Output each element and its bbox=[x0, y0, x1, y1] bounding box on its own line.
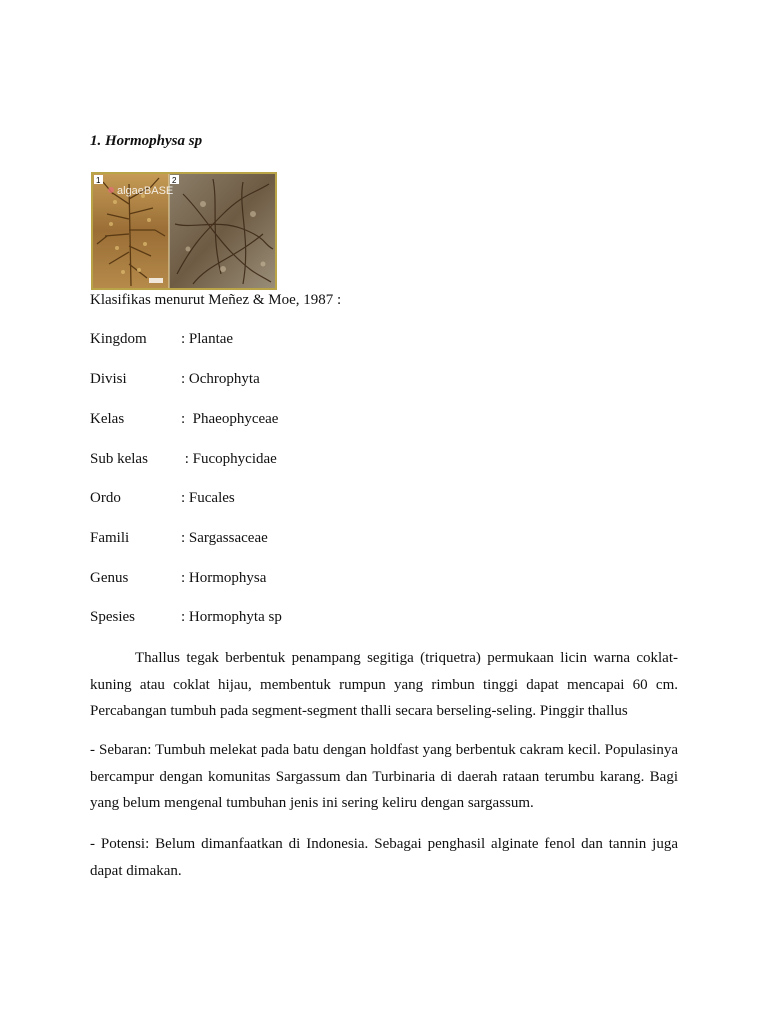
classification-value: : Hormophyta sp bbox=[181, 609, 282, 625]
classification-value: : Ochrophyta bbox=[181, 371, 260, 387]
description-paragraph: Thallus tegak berbentuk penampang segitiga (triquetra) permukaan licin warna coklat-kuning atau coklat hijau, membentuk rumpun yang rimbun tinggi dapat mencapai 60 cm. Percabangan tumbuh pada segment-segment thalli secara berseling-seling. Pinggir thallus bbox=[90, 650, 678, 719]
classification-value: : Sargassaceae bbox=[181, 530, 268, 546]
badge-left: 1 bbox=[96, 176, 101, 185]
classification-value: : Fucophycidae bbox=[181, 451, 277, 467]
potensi-paragraph: - Potensi: Belum dimanfaatkan di Indonesia. Sebagai penghasil alginate fenol dan tannin juga dapat dimakan. bbox=[90, 836, 678, 879]
classification-value: : Hormophysa bbox=[181, 570, 267, 586]
classification-intro: Klasifikas menurut Meñez & Moe, 1987 : bbox=[90, 292, 342, 308]
section-heading: 1. Hormophysa sp bbox=[90, 133, 203, 149]
classification-label: Sub kelas bbox=[90, 451, 148, 467]
classification-label: Ordo bbox=[90, 490, 121, 506]
badge-right: 2 bbox=[172, 176, 177, 185]
sebaran-paragraph: - Sebaran: Tumbuh melekat pada batu dengan holdfast yang berbentuk cakram kecil. Populasinya bercampur dengan komunitas Sargassum dan Turbinaria di daerah rataan terumbu karang. Bagi yang belum mengenal tumbuhan jenis ini sering keliru dengan sargassum. bbox=[90, 742, 678, 811]
classification-value: : Fucales bbox=[181, 490, 235, 506]
classification-value: : Phaeophyceae bbox=[181, 411, 279, 427]
watermark-text: algaeBASE bbox=[117, 185, 174, 197]
classification-label: Divisi bbox=[90, 371, 127, 387]
classification-value: : Plantae bbox=[181, 331, 234, 347]
classification-label: Spesies bbox=[90, 609, 135, 625]
classification-label: Famili bbox=[90, 530, 130, 546]
classification-label: Genus bbox=[90, 570, 129, 586]
classification-label: Kelas bbox=[90, 411, 125, 427]
specimen-photo bbox=[91, 172, 277, 290]
classification-label: Kingdom bbox=[90, 331, 147, 347]
